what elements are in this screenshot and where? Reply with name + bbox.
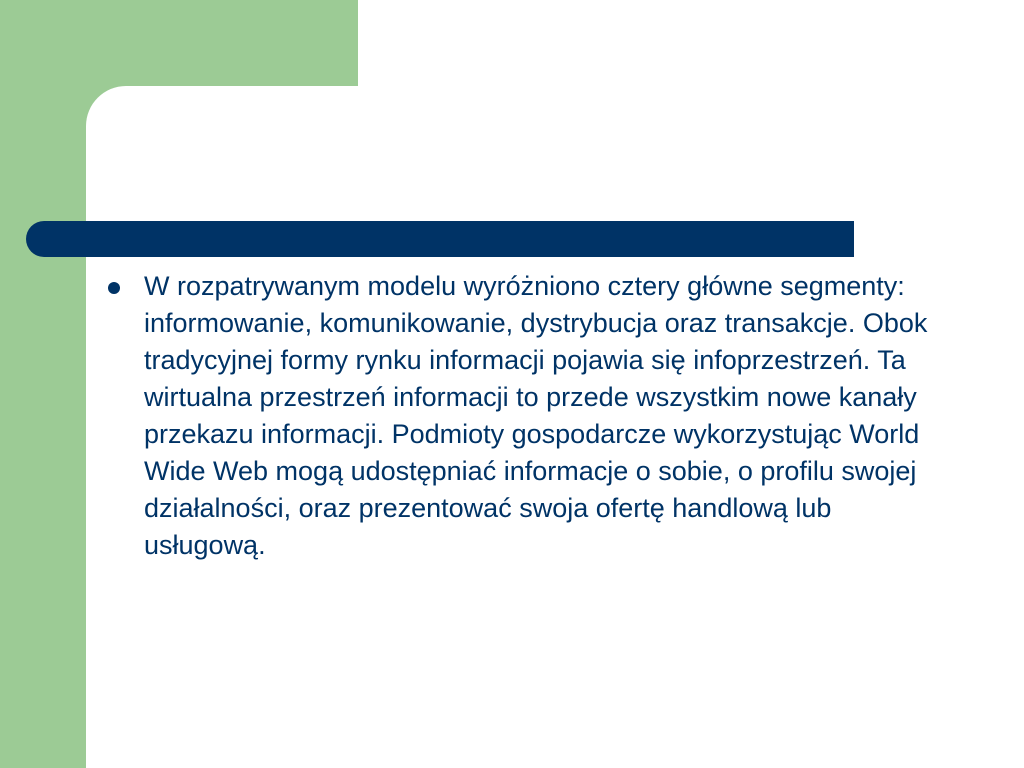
bullet-dot-icon — [108, 282, 120, 294]
bullet-text: W rozpatrywanym modelu wyróżniono cztery główne segmenty: informowanie, komunikowanie, dystrybucja oraz transakcje. Obok tradycyjnej formy rynku informacji pojawia się infoprzestrzeń. Ta wirtualna przestrzeń informacji to przede wszystkim nowe kanały przekazu informacji. Podmioty gospodarcze wykorzystując World Wide Web mogą udostępniać informacje o sobie, o profilu swojej działalności, oraz prezentować swoja ofertę handlową lub usługową. — [144, 271, 928, 560]
slide-body — [104, 268, 934, 564]
bullet-item — [104, 268, 934, 564]
title-bar — [26, 221, 854, 257]
